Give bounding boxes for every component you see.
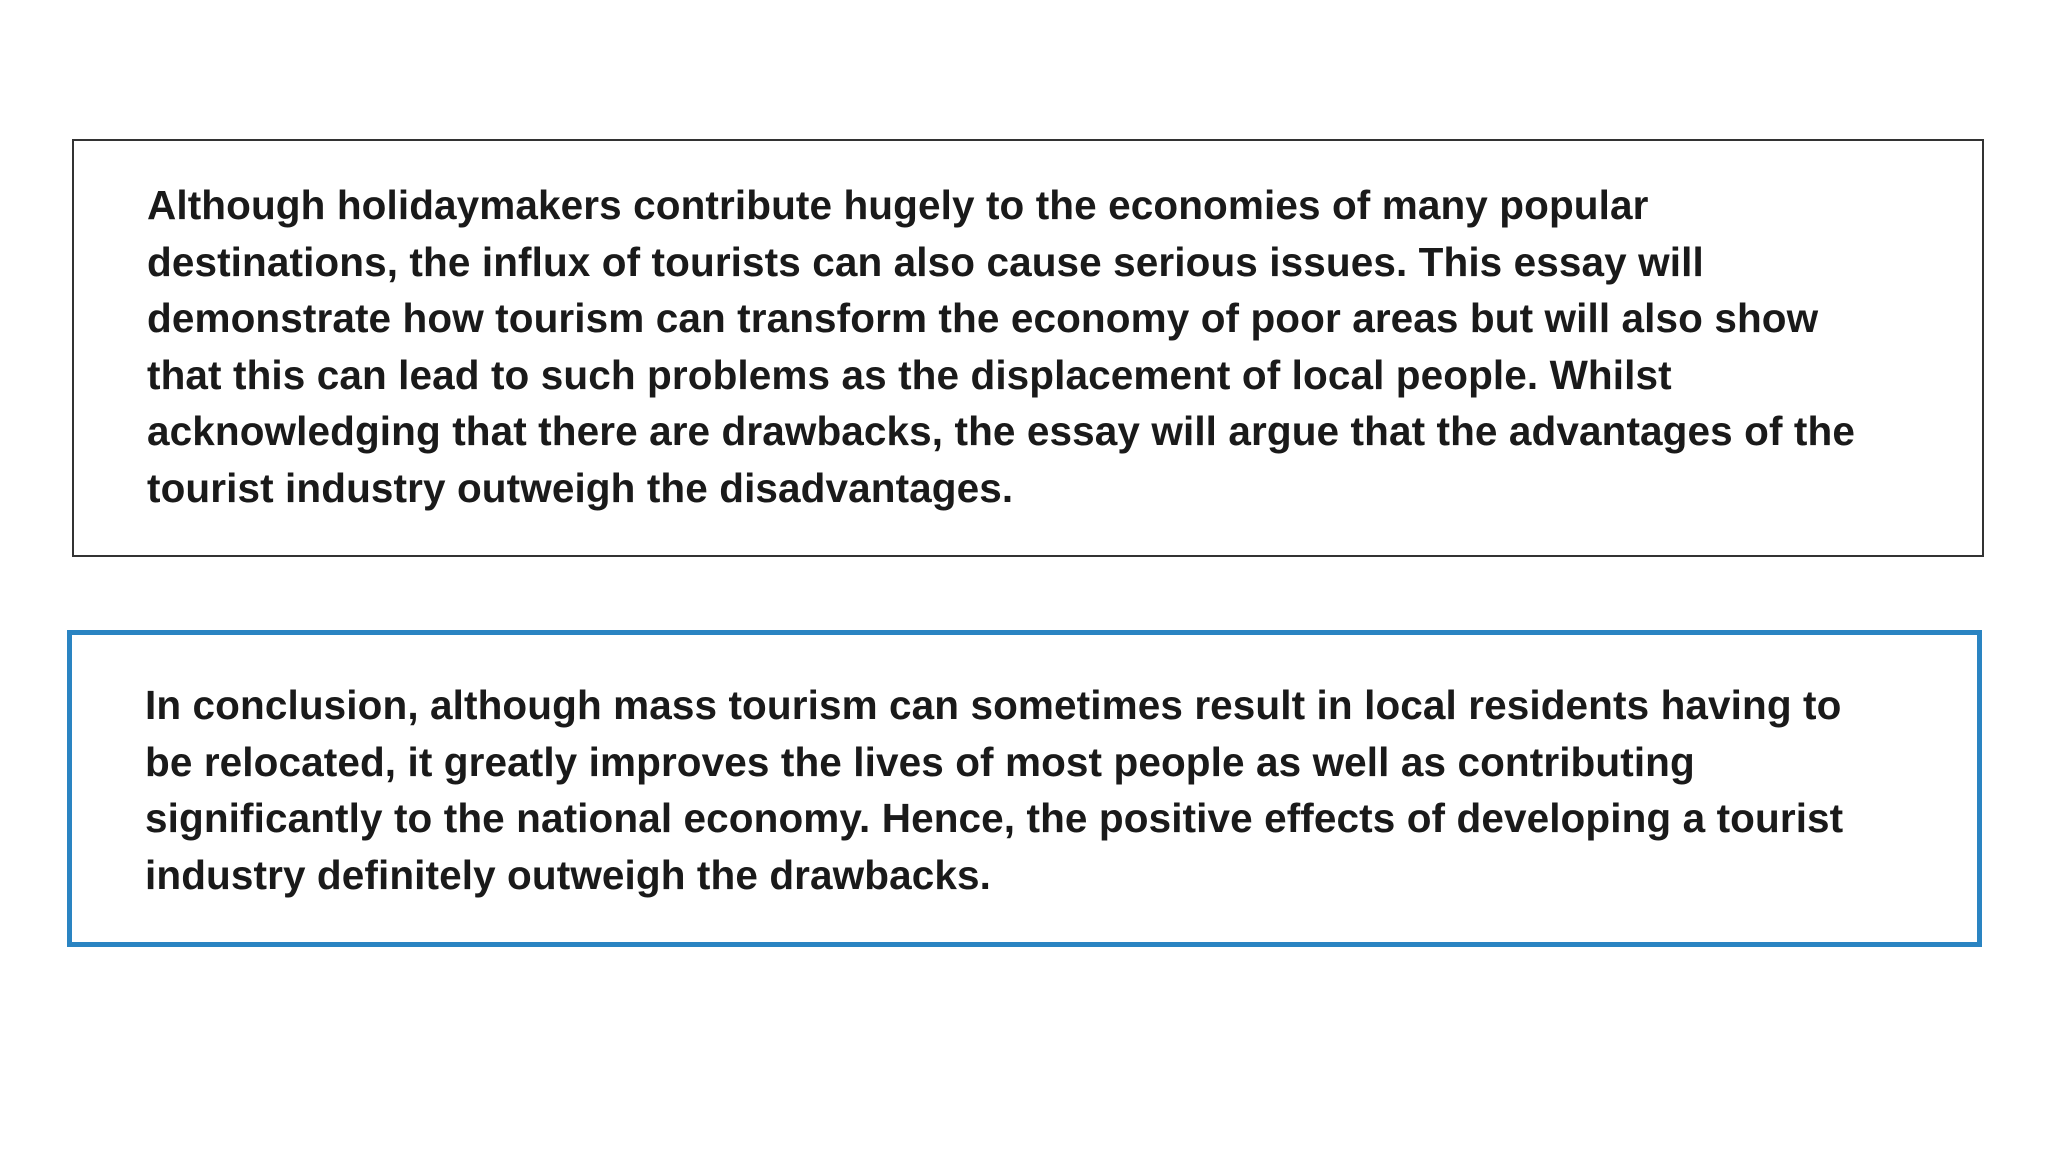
conclusion-line: be relocated, it greatly improves the lives of most people as well as contributing [145,738,1695,785]
conclusion-paragraph [145,677,1937,903]
conclusion-line: significantly to the national economy. Hence, the positive effects of developing a tourist [145,795,1844,841]
introduction-line: demonstrate how tourism can transform the economy of poor areas but will also show [147,295,1819,341]
introduction-line: acknowledging that there are drawbacks, the essay will argue that the advantages of the [147,408,1855,454]
introduction-box [72,139,1984,557]
conclusion-line: In conclusion, although mass tourism can sometimes result in local residents having to [145,682,1842,728]
introduction-line: Although holidaymakers contribute hugely to the economies of many popular [147,182,1649,228]
introduction-line: tourist industry outweigh the disadvantages. [147,464,1014,511]
conclusion-line: industry definitely outweigh the drawbacks. [145,851,991,898]
introduction-paragraph [147,177,1942,516]
introduction-line: destinations, the influx of tourists can also cause serious issues. This essay will [147,238,1704,285]
conclusion-box [67,630,1982,947]
introduction-line: that this can lead to such problems as the displacement of local people. Whilst [147,351,1672,398]
